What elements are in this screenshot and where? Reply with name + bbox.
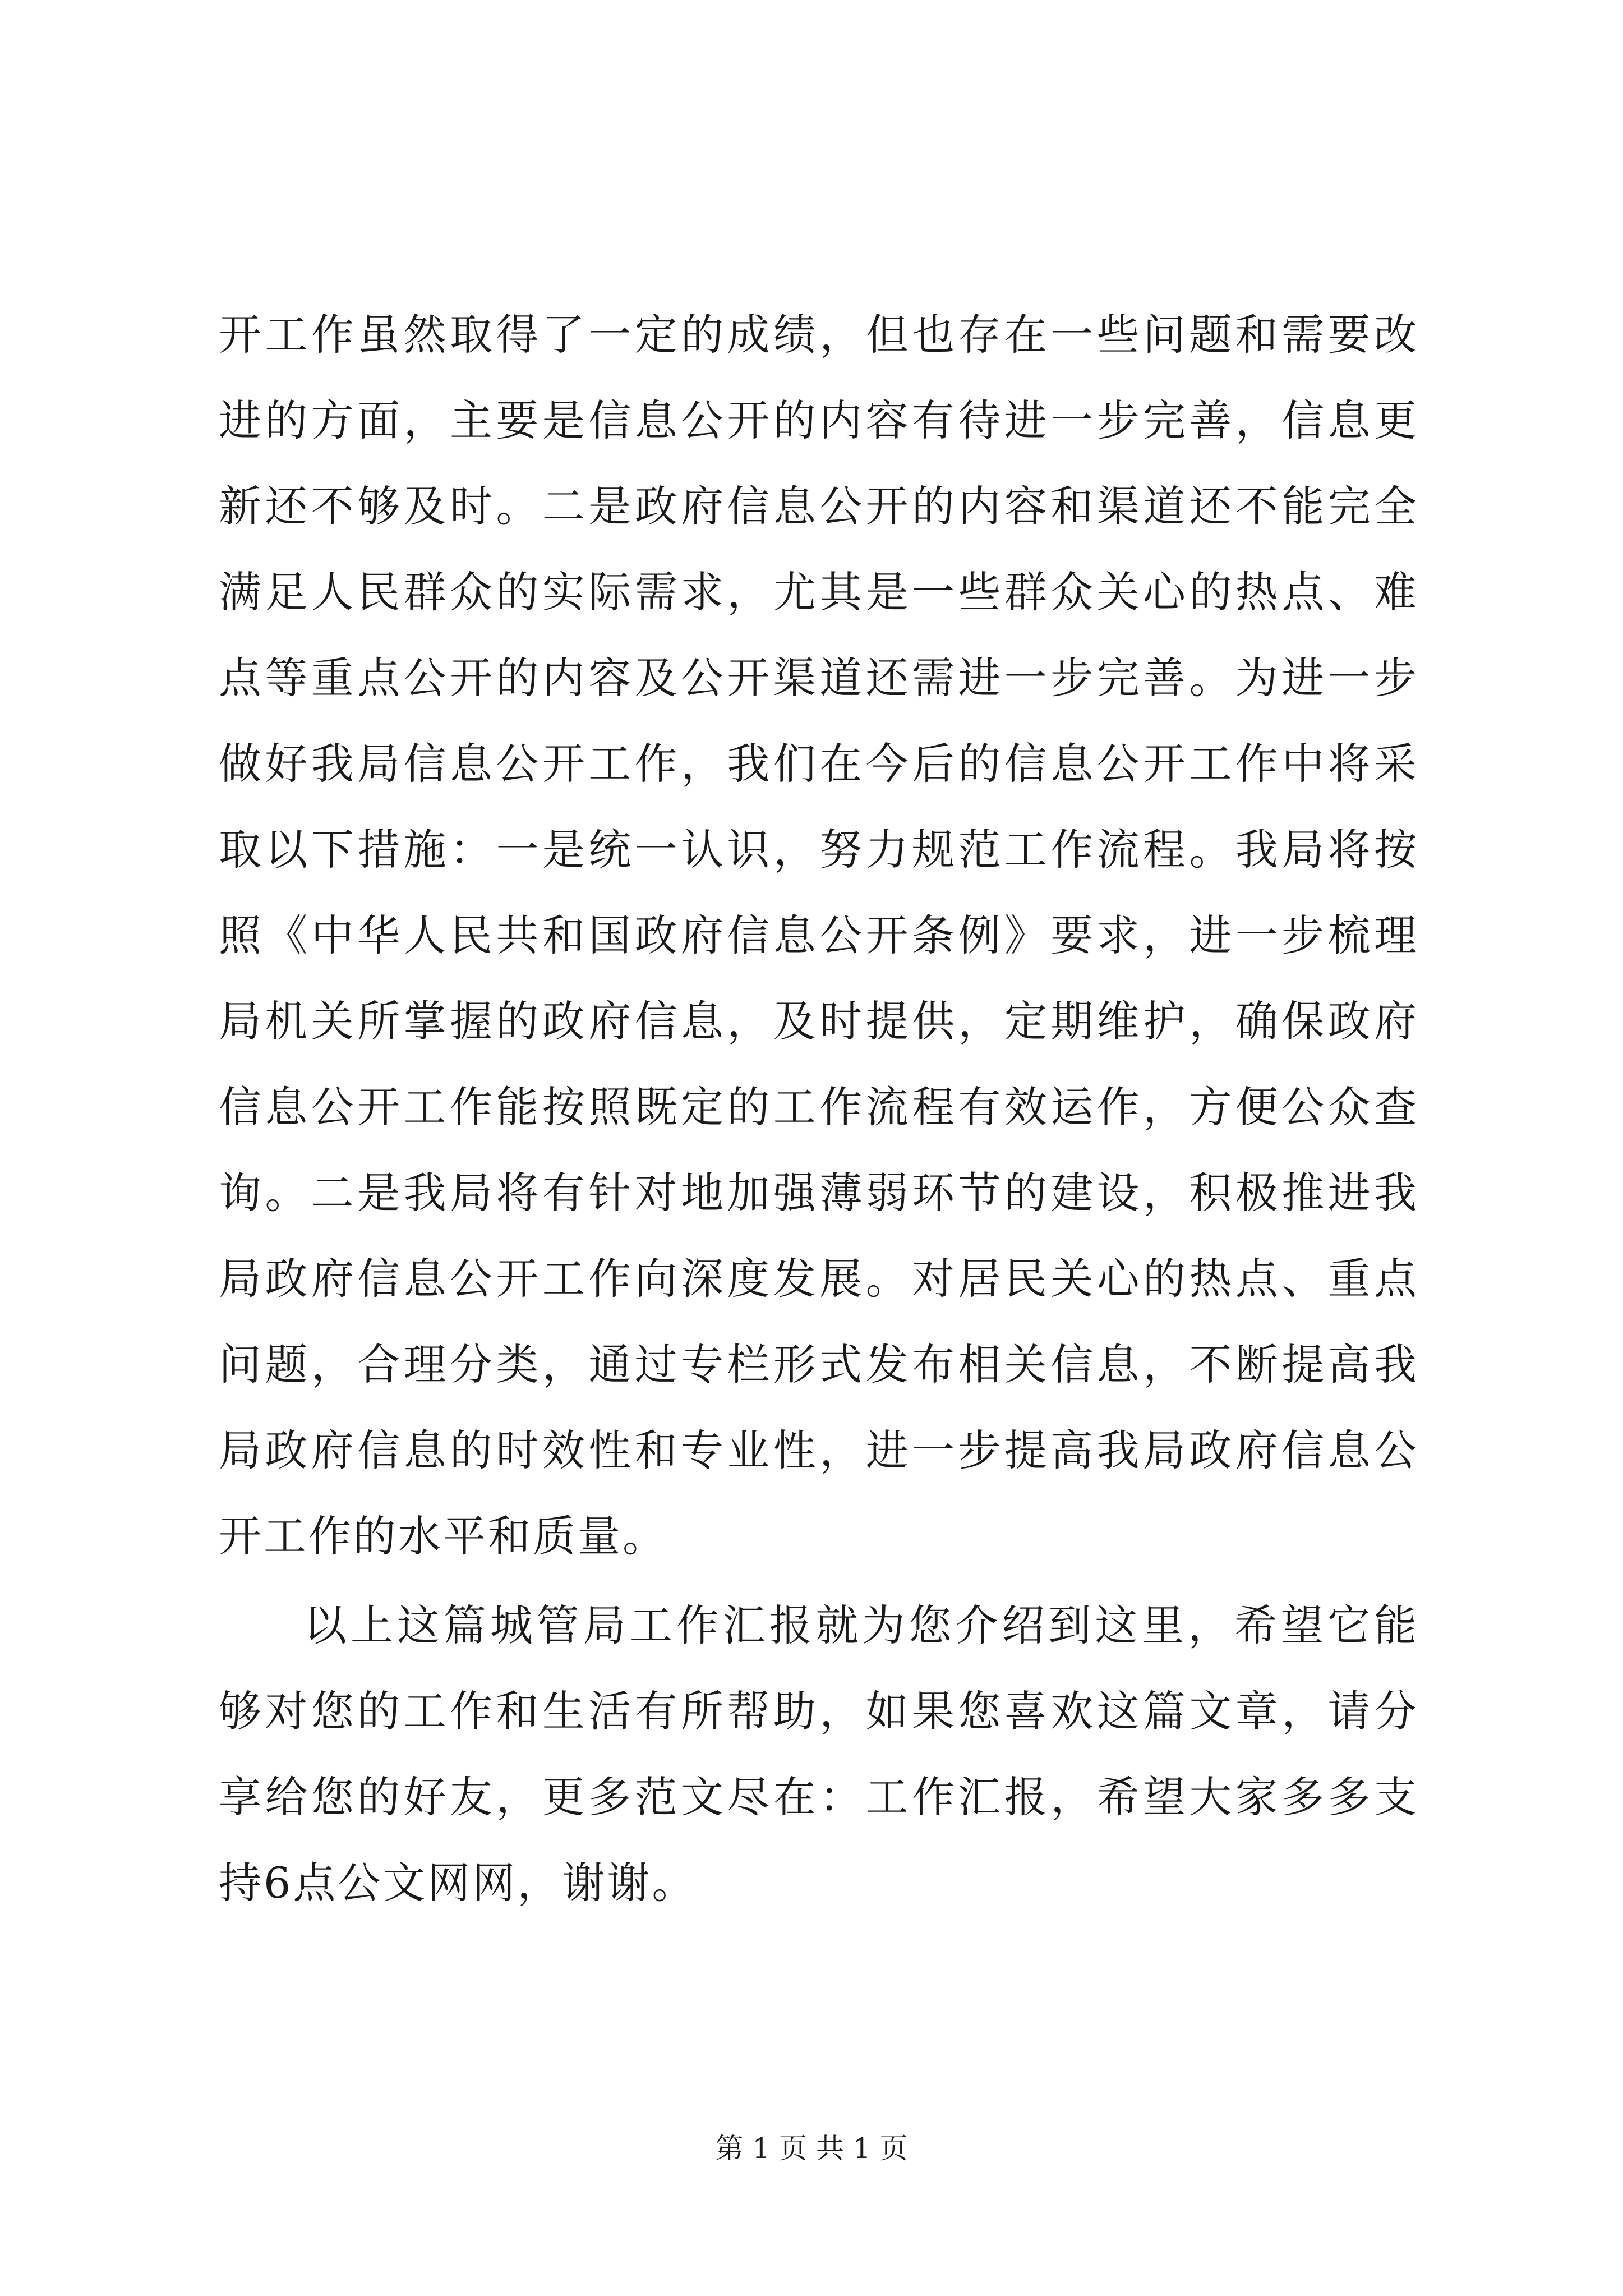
page-footer: 第 1 页 共 1 页 <box>715 2132 908 2165</box>
paragraph-continuation: 开工作虽然取得了一定的成绩，但也存在一些问题和需要改进的方面，主要是信息公开的内容有待进一步完善，信息更新还不够及时。二是政府信息公开的内容和渠道还不能完全满足人民群众的实际需求，尤其是一些群众关心的热点、难点等重点公开的内容及公开渠道还需进一步完善。为进一步做好我局信息公开工作，我们在今后的信息公开工作中将采取以下措施：一是统一认识，努力规范工作流程。我局将按照《中华人民共和国政府信息公开条例》要求，进一步梳理局机关所掌握的政府信息，及时提供，定期维护，确保政府信息公开工作能按照既定的工作流程有效运作，方便公众查询。二是我局将有针对地加强薄弱环节的建设，积极推进我局政府信息公开工作向深度发展。对居民关心的热点、重点问题，合理分类，通过专栏形式发布相关信息，不断提高我局政府信息的时效性和专业性，进一步提高我局政府信息公开工作的水平和质量。 <box>219 310 1419 1561</box>
document-body <box>219 292 1419 1926</box>
paragraph-closing: 以上这篇城管局工作汇报就为您介绍到这里，希望它能够对您的工作和生活有所帮助，如果您喜欢这篇文章，请分享给您的好友，更多范文尽在：工作汇报，希望大家多多支持6点公文网网，谢谢。 <box>219 1600 1419 1908</box>
